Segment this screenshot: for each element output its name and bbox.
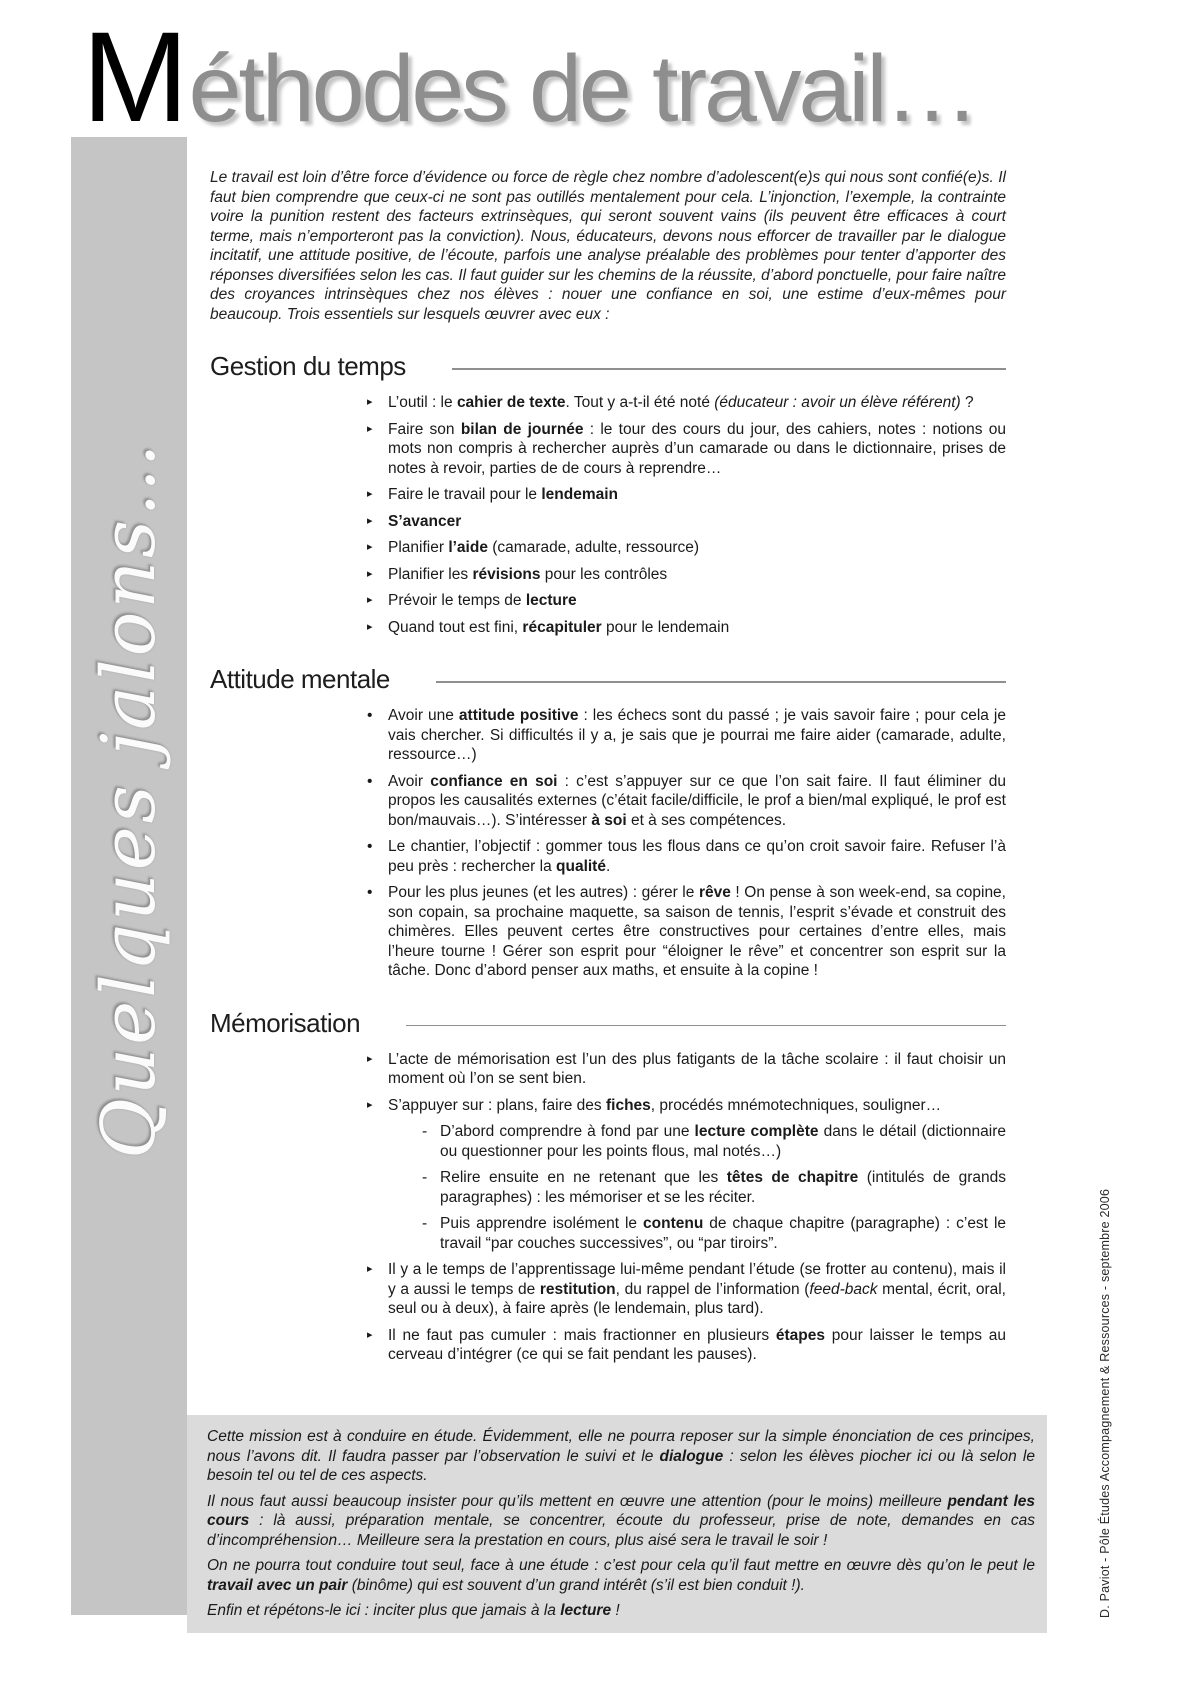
item-text xyxy=(388,1050,1006,1089)
arrow-bullet-icon: ▸ xyxy=(367,567,373,580)
text-segment: Planifier les xyxy=(388,565,473,583)
list-item xyxy=(210,591,1006,611)
arrow-bullet-icon: ▸ xyxy=(367,1098,373,1111)
list-item xyxy=(210,485,1006,505)
text-segment: Pour les plus jeunes (et les autres) : gérer le xyxy=(388,884,699,901)
dash-bullet-icon: - xyxy=(422,1169,428,1186)
text-segment: dans le détail (dictionnaire ou questionner pour les points flous, mal notés…) xyxy=(440,1123,1006,1160)
item-text xyxy=(388,706,1006,765)
item-text xyxy=(440,1168,1006,1207)
text-segment: Le chantier, l’objectif : gommer tous les flous dans ce qu’on croit savoir faire. Refuser l’à peu près : rechercher la xyxy=(388,838,1006,875)
text-segment: , procédés mnémotechniques, souligner… xyxy=(650,1096,942,1114)
item-text xyxy=(388,883,1006,981)
section-items xyxy=(210,393,1006,637)
text-segment: . xyxy=(605,857,611,875)
text-segment: pour les contrôles xyxy=(540,565,668,583)
text-segment: restitution xyxy=(539,1280,616,1298)
text-segment: feed-back xyxy=(809,1280,878,1298)
text-segment: ? xyxy=(960,394,974,411)
section-gestion-du-temps xyxy=(210,351,1006,637)
text-segment: lecture xyxy=(525,592,577,609)
text-segment: Cette mission est à conduire en étude. Évidemment, elle ne pourra reposer sur la simple énonciation de ces principes, nous l’avons dit. Il faudra passer par l’observation le suivi et le xyxy=(207,1428,1035,1465)
text-segment: , du rappel de l’information ( xyxy=(615,1280,810,1298)
text-segment: S’appuyer sur : plans, faire des xyxy=(388,1096,606,1114)
text-segment: (éducateur : avoir un élève référent) xyxy=(714,394,961,411)
text-segment: Il nous faut aussi beaucoup insister pour qu’ils mettent en œuvre une attention (pour le moins) meilleure xyxy=(207,1492,948,1510)
text-segment: de chaque chapitre (paragraphe) : c’est le travail “par couches successives”, ou “par tiroirs”. xyxy=(440,1215,1007,1252)
text-segment: : le tour des cours du jour, des cahiers, notes : notions ou mots non compris à rechercher auprès d’un camarade ou dans le dictionnaire, prises de notes à revoir, parties de de cours à reprendre… xyxy=(388,420,1007,477)
text-segment: fiches xyxy=(605,1096,651,1114)
section-title: Attitude mentale xyxy=(210,664,390,694)
dot-bullet-icon: • xyxy=(367,707,373,724)
sub-list-item xyxy=(210,1214,1006,1253)
list-item xyxy=(210,1260,1006,1319)
list-item xyxy=(210,772,1006,831)
list-item xyxy=(210,618,1006,638)
text-segment: S’avancer xyxy=(388,512,462,530)
item-text xyxy=(388,1096,1006,1116)
section-items xyxy=(210,706,1006,981)
list-item xyxy=(210,565,1006,585)
text-segment: (intitulés de grands paragraphes) : les mémoriser et se les réciter. xyxy=(440,1169,1006,1206)
arrow-bullet-icon: ▸ xyxy=(367,488,373,500)
dot-bullet-icon: • xyxy=(367,838,373,855)
footer-paragraph xyxy=(207,1427,1035,1486)
item-text xyxy=(388,538,1006,558)
page-title xyxy=(82,6,977,149)
item-text xyxy=(388,565,1006,585)
list-item xyxy=(210,1050,1006,1089)
text-segment: Il y a le temps de l’apprentissage lui-même pendant l’étude (se frotter au contenu), mais il y a aussi le temps de xyxy=(388,1261,1006,1298)
arrow-bullet-icon: ▸ xyxy=(367,396,373,408)
item-text xyxy=(388,420,1006,479)
list-item xyxy=(210,706,1006,765)
item-text xyxy=(440,1122,1006,1161)
text-segment: têtes de chapitre xyxy=(726,1169,859,1186)
text-segment: D’abord comprendre à fond par une xyxy=(440,1123,695,1140)
text-segment: L’acte de mémorisation est l’un des plus fatigants de la tâche scolaire : il faut choisir un moment où l’on se sent bien. xyxy=(388,1050,1006,1087)
arrow-bullet-icon: ▸ xyxy=(367,514,373,527)
text-segment: Planifier xyxy=(388,539,449,556)
text-segment: Avoir une xyxy=(388,707,459,724)
dash-bullet-icon: - xyxy=(422,1215,428,1232)
item-text xyxy=(388,772,1006,831)
text-segment: Relire ensuite en ne retenant que les xyxy=(440,1169,727,1186)
section-attitude-mentale xyxy=(210,664,1006,981)
text-segment: Le travail est loin d’être force d’évidence ou force de règle chez nombre d’adolescent(e)s qui nous sont confié(e)s. Il faut bien comprendre que ceux-ci ne sont pas outillés mentalement pour cela. L’injonction, l’exemple, la contrainte voire la punition restent des facteurs extrinsèques, qui seront souvent vains (ils peuvent être efficaces à court terme, mais n’emporteront pas la conviction). Nous, éducateurs, devons nous efforcer de travailler par le dialogue incitatif, une attitude positive, de l’écoute, parfois une analyse préalable des problèmes pour tenter d’apporter des réponses diversifiées selon les cas. Il faut guider sur les chemins de la réussite, d’abord ponctuelle, pour faire naître des croyances intrinsèques chez nos élèves : nouer une confiance en soi, une estime d’eux-mêmes pour beaucoup. Trois essentiels sur lesquels œuvrer avec eux : xyxy=(210,169,1006,323)
text-segment: On ne pourra tout conduire tout seul, face à une étude : c’est pour cela qu’il faut mettre en œuvre dès qu’on le peut le xyxy=(207,1557,1035,1574)
text-segment: Prévoir le temps de xyxy=(388,592,526,609)
item-text xyxy=(388,485,1006,505)
text-segment: pour le lendemain xyxy=(601,618,730,636)
item-text xyxy=(440,1214,1006,1253)
arrow-bullet-icon: ▸ xyxy=(367,1328,373,1341)
dash-bullet-icon: - xyxy=(422,1123,428,1140)
section-rule xyxy=(436,681,1006,683)
text-segment: contenu xyxy=(643,1215,704,1232)
text-segment: Il ne faut pas cumuler : mais fractionner en plusieurs xyxy=(388,1326,776,1344)
sidebar-vertical-text-label: Quelques jalons… xyxy=(86,440,172,1160)
list-item xyxy=(210,883,1006,981)
item-text xyxy=(388,512,1006,532)
item-text xyxy=(388,393,1006,413)
item-text xyxy=(388,591,1006,611)
section-memorisation xyxy=(210,1008,1006,1365)
arrow-bullet-icon: ▸ xyxy=(367,594,373,606)
section-header xyxy=(210,1008,1006,1039)
text-segment: (camarade, adulte, ressource) xyxy=(487,539,700,556)
section-rule xyxy=(452,368,1006,370)
text-segment: (binôme) qui est souvent d’un grand intérêt (s’il est bien conduit !). xyxy=(347,1576,805,1594)
footer-paragraph xyxy=(207,1601,1035,1621)
text-segment: lendemain xyxy=(541,486,619,503)
title-initial: M xyxy=(82,6,189,149)
text-segment: bilan de journée xyxy=(460,420,584,438)
list-item xyxy=(210,1326,1006,1365)
text-segment: lecture xyxy=(560,1602,612,1619)
item-text xyxy=(388,1260,1006,1319)
text-segment: Faire son xyxy=(388,420,461,438)
item-text xyxy=(388,837,1006,876)
section-header xyxy=(210,664,1006,695)
credit-label: D. Paviot - Pôle Études Accompagnement & Ressources - septembre 2006 xyxy=(1098,1188,1112,1618)
section-header xyxy=(210,351,1006,382)
text-segment: étapes xyxy=(775,1326,825,1344)
text-segment: lecture complète xyxy=(694,1123,819,1140)
text-segment: révisions xyxy=(472,565,541,583)
text-segment: Avoir xyxy=(388,772,431,790)
footer-paragraph xyxy=(207,1492,1035,1551)
text-segment: Enfin et répétons-le ici : inciter plus que jamais à la xyxy=(207,1602,561,1619)
text-segment: : là aussi, préparation mentale, se concentrer, écoute du professeur, prise de note, demandes en cas d’incompréhension… Meilleure sera la prestation en cours, plus aisé sera le travail le soir ! xyxy=(207,1512,1035,1549)
credit-vertical-text xyxy=(1098,1132,1112,1618)
footer-note xyxy=(187,1415,1047,1633)
dot-bullet-icon: • xyxy=(367,884,373,901)
list-item xyxy=(210,538,1006,558)
text-segment: : c’est s’appuyer sur ce que l’on sait faire. Il faut éliminer du propos les causalités externes (c’était facile/difficile, le prof a bien/mal expliqué, le prof est bon/mauvais…). S’intéresser xyxy=(388,772,1006,829)
text-segment: dialogue xyxy=(659,1447,724,1465)
text-segment: pendant les cours xyxy=(207,1492,1035,1529)
list-item xyxy=(210,420,1006,479)
text-segment: travail avec un pair xyxy=(207,1576,348,1594)
text-segment: ! xyxy=(611,1602,620,1619)
text-segment: rêve xyxy=(698,884,731,901)
footer-paragraph xyxy=(207,1556,1035,1595)
text-segment: : selon les élèves piocher ici ou là selon le besoin tel ou tel de ces aspects. xyxy=(207,1447,1035,1484)
arrow-bullet-icon: ▸ xyxy=(367,541,373,553)
text-segment: pour laisser le temps au cerveau d’intégrer (ce qui se fait pendant les pauses). xyxy=(388,1326,1007,1363)
text-segment: confiance en soi xyxy=(430,772,558,790)
text-segment: attitude positive xyxy=(458,707,579,724)
text-segment: mental, écrit, oral, seul ou à deux), à faire après (le lendemain, plus tard). xyxy=(388,1280,1006,1317)
list-item xyxy=(210,393,1006,413)
sub-list-item xyxy=(210,1168,1006,1207)
text-segment: : les échecs sont du passé ; je vais savoir faire ; pour cela je vais chercher. Si difficultés il y a, je sais que je pourrai me faire aider (camarade, adulte, ressource…) xyxy=(388,707,1006,763)
document-body xyxy=(210,168,1006,1365)
title-rest: éthodes de travail… xyxy=(188,36,977,142)
text-segment: Faire le travail pour le xyxy=(388,486,542,503)
section-title: Gestion du temps xyxy=(210,351,406,381)
section-rule xyxy=(406,1025,1006,1027)
text-segment: à soi xyxy=(591,811,627,829)
sections xyxy=(210,351,1006,1365)
arrow-bullet-icon: ▸ xyxy=(367,1052,373,1065)
text-segment: et à ses compétences. xyxy=(626,811,787,829)
text-segment: qualité xyxy=(556,857,606,875)
text-segment: cahier de texte xyxy=(456,394,566,411)
section-title: Mémorisation xyxy=(210,1007,361,1038)
dot-bullet-icon: • xyxy=(367,772,373,790)
section-items xyxy=(210,1050,1006,1365)
text-segment: L’outil : le xyxy=(388,394,457,411)
text-segment: ! On pense à son week-end, sa copine, son copain, sa prochaine maquette, sa saison de tennis, l’esprit s’évade et construit des chimères. Elles peuvent certes être constructives pour certaines d’entre elles, mais l’heure tourne ! Gérer son esprit pour “éloigner le rêve” et concentrer son esprit sur la tâche. Donc d’abord penser aux maths, et ensuite à la copine ! xyxy=(388,884,1006,979)
arrow-bullet-icon: ▸ xyxy=(367,1263,373,1275)
sub-list-item xyxy=(210,1122,1006,1161)
list-item xyxy=(210,837,1006,876)
text-segment: récapituler xyxy=(522,618,602,636)
sidebar-vertical-text xyxy=(71,430,187,1170)
text-segment: . Tout y a-t-il été noté xyxy=(565,394,715,411)
item-text xyxy=(388,618,1006,638)
intro-paragraph xyxy=(210,168,1006,324)
arrow-bullet-icon: ▸ xyxy=(367,422,373,435)
item-text xyxy=(388,1326,1006,1365)
text-segment: Puis apprendre isolément le xyxy=(440,1215,644,1232)
text-segment: Quand tout est fini, xyxy=(388,618,523,636)
text-segment: l’aide xyxy=(448,539,488,556)
list-item xyxy=(210,1096,1006,1116)
list-item xyxy=(210,512,1006,532)
arrow-bullet-icon: ▸ xyxy=(367,620,373,633)
